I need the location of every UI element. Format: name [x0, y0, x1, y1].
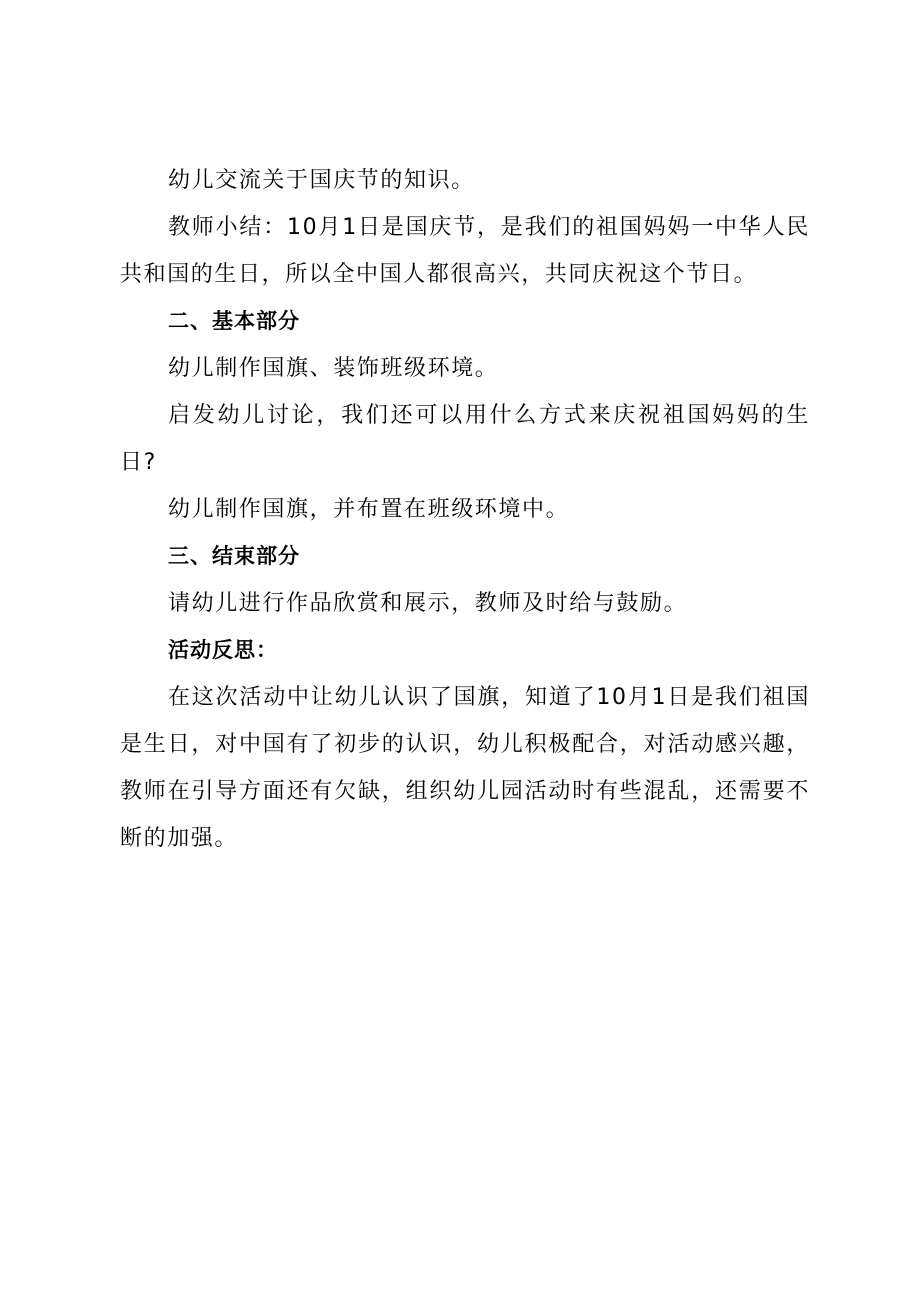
heading-closing-part: 三、结束部分	[168, 544, 300, 568]
paragraph-arrange-flag: 幼儿制作国旗，并布置在班级环境中。	[168, 497, 570, 522]
paragraph-teacher-summary: 教师小结：10月1日是国庆节，是我们的祖国妈妈一中华人民共和国的生日，所以全中国人都很高兴，共同庆祝这个节日。	[120, 215, 810, 287]
document-body	[120, 157, 810, 862]
paragraph-intro-exchange: 幼儿交流关于国庆节的知识。	[168, 168, 475, 193]
paragraph-discussion: 启发幼儿讨论，我们还可以用什么方式来庆祝祖国妈妈的生日?	[120, 403, 810, 475]
heading-basic-part: 二、基本部分	[168, 309, 300, 333]
heading-reflection: 活动反思：	[168, 638, 278, 662]
paragraph-appreciation: 请幼儿进行作品欣赏和展示，教师及时给与鼓励。	[168, 591, 688, 616]
paragraph-make-flag: 幼儿制作国旗、装饰班级环境。	[168, 356, 499, 381]
paragraph-reflection: 在这次活动中让幼儿认识了国旗，知道了10月1日是我们祖国是生日，对中国有了初步的认识，幼儿积极配合，对活动感兴趣，教师在引导方面还有欠缺，组织幼儿园活动时有些混乱，还需要不断的加强。	[120, 685, 810, 851]
